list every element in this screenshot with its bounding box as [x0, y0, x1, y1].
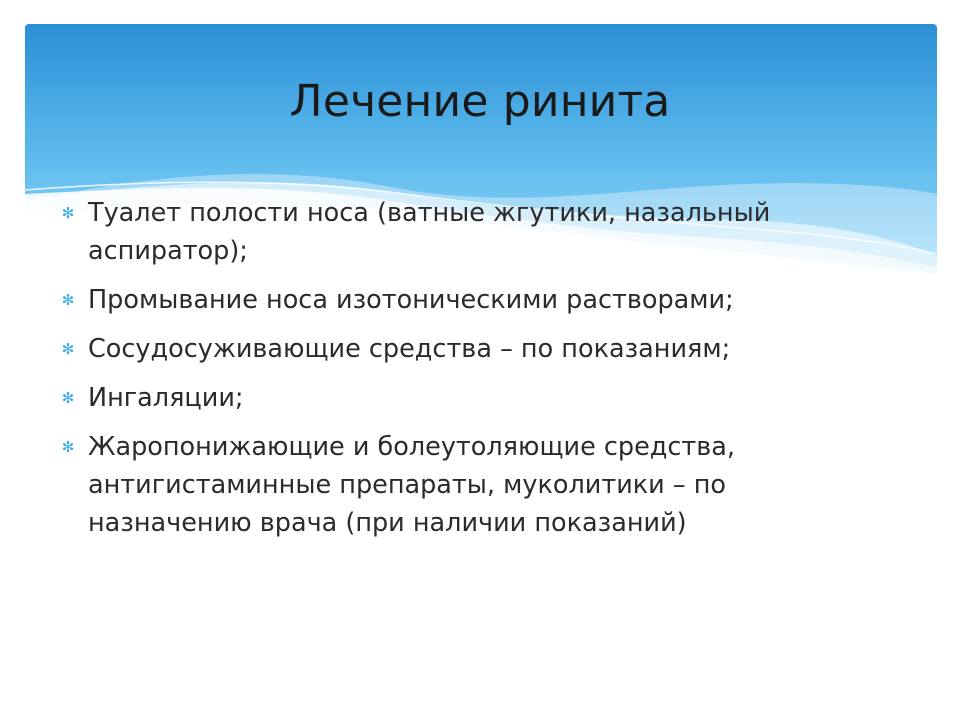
bullet-list: [60, 194, 890, 553]
bullet-item: [60, 194, 890, 270]
bullet-text: Ингаляции;: [88, 383, 244, 413]
asterisk-bullet-icon: ✻: [61, 291, 75, 309]
bullet-item: [60, 428, 890, 542]
asterisk-bullet-icon: ✻: [61, 204, 75, 222]
bullet-text: Туалет полости носа (ватные жгутики, назальный аспиратор);: [88, 198, 771, 266]
asterisk-bullet-icon: ✻: [61, 438, 75, 456]
bullet-item: [60, 330, 890, 368]
asterisk-bullet-icon: ✻: [61, 389, 75, 407]
bullet-text: Жаропонижающие и болеутоляющие средства, антигистаминные препараты, муколитики – по назначению врача (при наличии показаний): [88, 432, 736, 538]
slide-title: Лечение ринита: [289, 76, 671, 127]
bullet-text: Сосудосуживающие средства – по показаниям;: [88, 334, 731, 364]
bullet-text: Промывание носа изотоническими растворами;: [88, 285, 734, 315]
bullet-item: [60, 379, 890, 417]
asterisk-bullet-icon: ✻: [61, 340, 75, 358]
bullet-item: [60, 281, 890, 319]
